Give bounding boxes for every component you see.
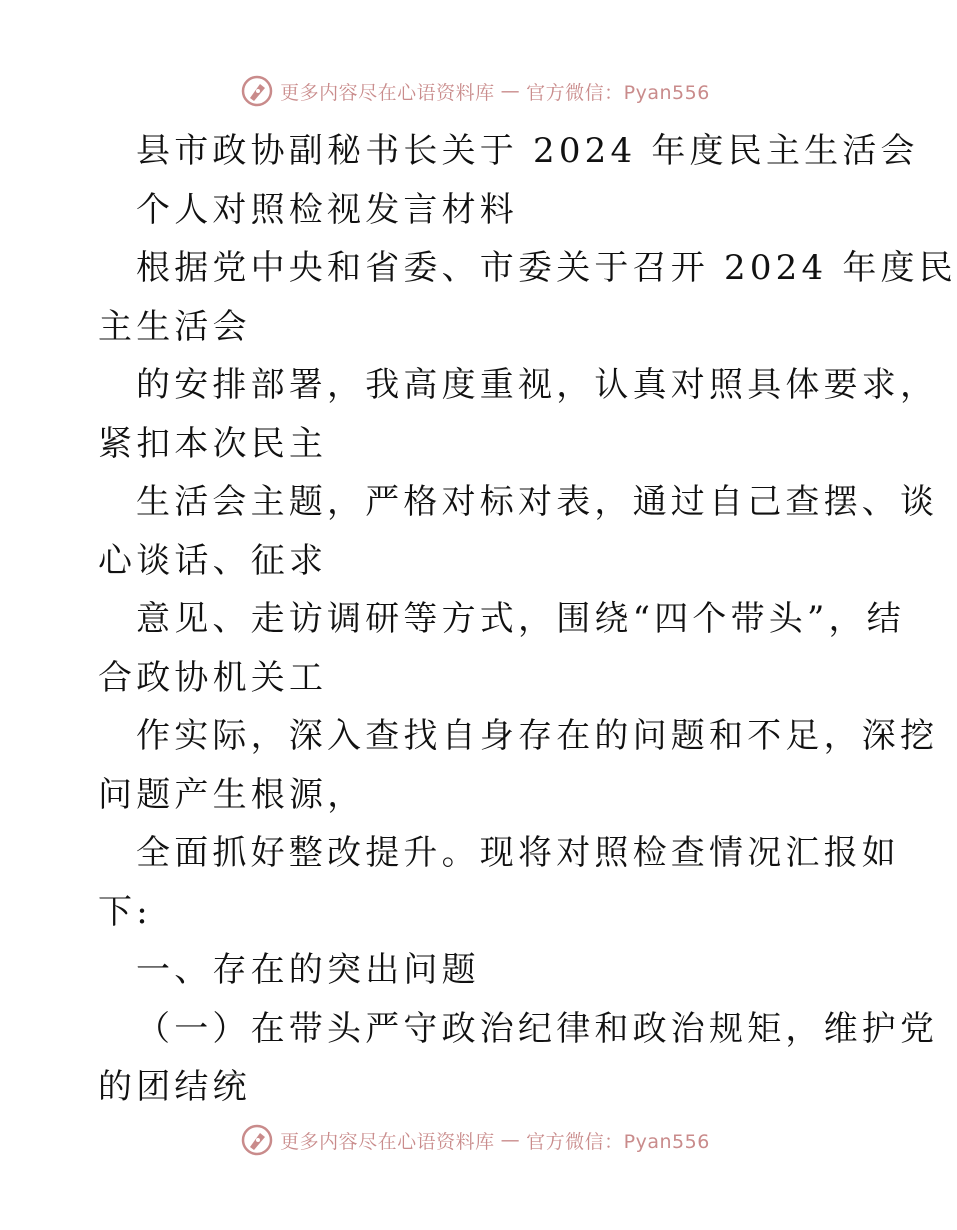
header-watermark [0, 74, 950, 108]
watermark-separator: — [500, 80, 521, 102]
pen-nib-logo-icon [240, 74, 274, 108]
watermark-contact: 官方微信：Pyan556 [526, 81, 710, 104]
paragraph-line: 紧扣本次民主 [98, 423, 328, 464]
pen-nib-logo-icon [240, 1123, 274, 1157]
paragraph-line: 心谈话、征求 [98, 540, 328, 581]
watermark-contact: 官方微信：Pyan556 [526, 1130, 710, 1153]
paragraph-line: 的安排部署，我高度重视，认真对照具体要求， [136, 365, 939, 405]
subsection-heading: （一）在带头严守政治纪律和政治规矩，维护党 [136, 1008, 939, 1049]
paragraph-line: 意见、走访调研等方式，围绕“四个带头”，结 [136, 599, 905, 639]
paragraph-line: 根据党中央和省委、市委关于召开 2024 年度民 [136, 248, 957, 288]
paragraph-line: 的团结统 [98, 1067, 251, 1107]
document-body [98, 122, 957, 1117]
section-heading: 一、存在的突出问题 [136, 950, 480, 990]
watermark-separator: — [500, 1129, 521, 1151]
document-title-line-1: 县市政协副秘书长关于 2024 年度民主生活会 [136, 131, 919, 171]
watermark-text: 更多内容尽在心语资料库 [280, 81, 495, 104]
footer-watermark [0, 1123, 950, 1157]
paragraph-line: 作实际，深入查找自身存在的问题和不足，深挖 [136, 716, 939, 756]
paragraph-line: 下: [98, 891, 152, 932]
paragraph-line: 全面抓好整改提升。现将对照检查情况汇报如 [136, 833, 900, 873]
paragraph-line: 主生活会 [98, 306, 251, 347]
paragraph-line: 生活会主题，严格对标对表，通过自己查摆、谈 [136, 482, 939, 522]
watermark-text: 更多内容尽在心语资料库 [280, 1130, 495, 1153]
paragraph-line: 问题产生根源， [98, 774, 366, 815]
paragraph-line: 合政协机关工 [98, 657, 328, 698]
document-title-line-2: 个人对照检视发言材料 [136, 189, 518, 230]
